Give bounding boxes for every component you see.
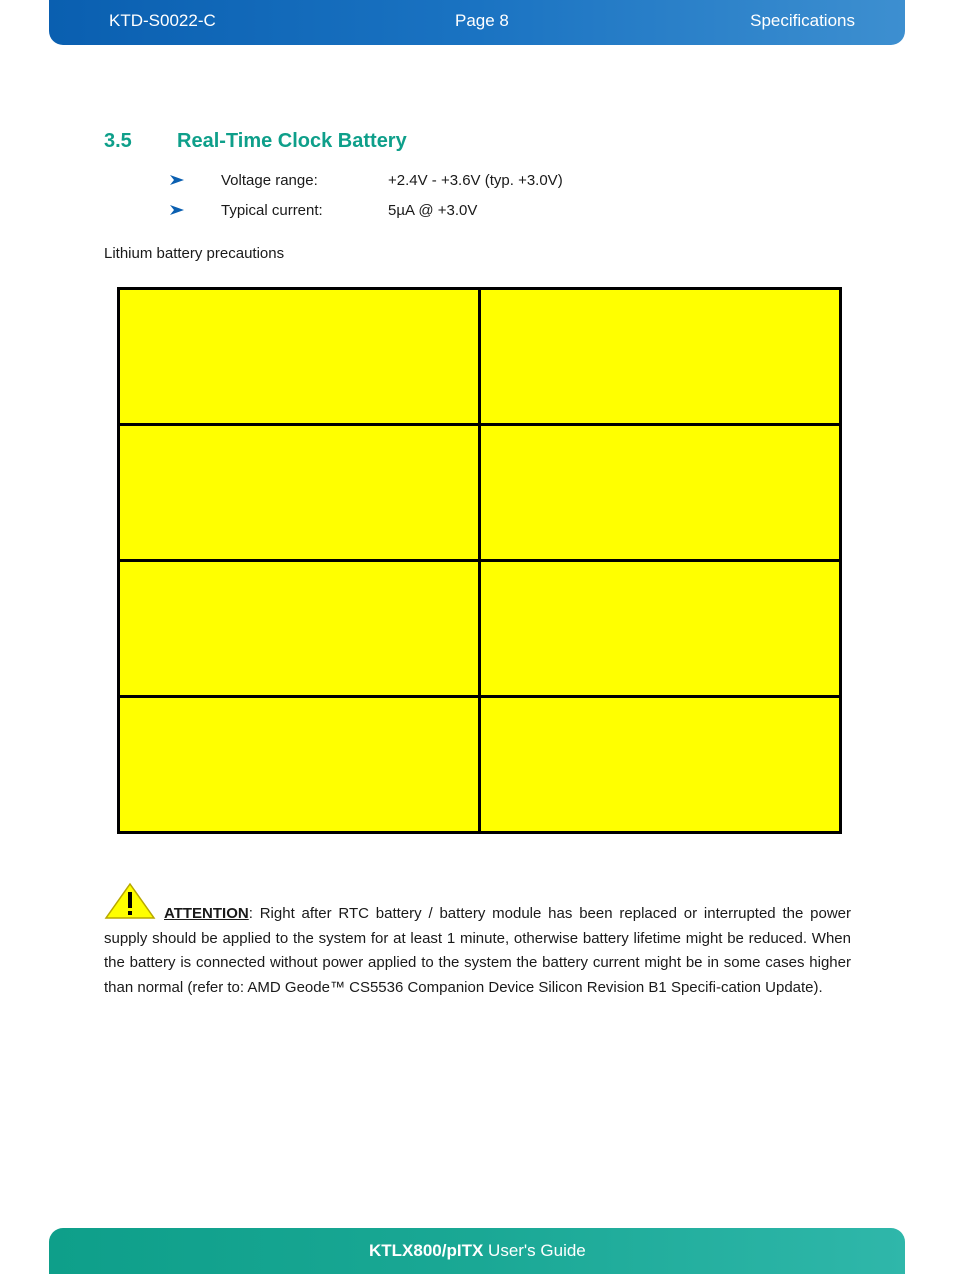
warning-triangle-icon (104, 882, 156, 920)
table-cell (119, 697, 480, 833)
table-row (119, 425, 841, 561)
footer-title (369, 1241, 586, 1261)
attention-keyword: ATTENTION (164, 905, 249, 922)
precautions-intro: Lithium battery precautions (104, 245, 285, 262)
table-cell (480, 697, 841, 833)
product-name: KTLX800/pITX (369, 1241, 484, 1260)
table-cell (119, 289, 480, 425)
attention-note (104, 882, 851, 1000)
page-header (49, 0, 905, 45)
document-id: KTD-S0022-C (109, 11, 216, 30)
section-title: Real-Time Clock Battery (177, 130, 407, 152)
arrow-bullet-icon (170, 174, 186, 188)
spec-label: Voltage range: (221, 172, 318, 189)
table-cell (119, 561, 480, 697)
header-section-name: Specifications (750, 11, 855, 30)
page-number: Page 8 (455, 11, 509, 30)
spec-label: Typical current: (221, 202, 323, 219)
table-cell (480, 425, 841, 561)
table-row (119, 697, 841, 833)
precautions-table (117, 287, 842, 834)
spec-value: +2.4V - +3.6V (typ. +3.0V) (388, 172, 563, 189)
section-heading (104, 130, 407, 153)
table-row (119, 561, 841, 697)
footer-suffix: User's Guide (483, 1241, 586, 1260)
attention-text: : Right after RTC battery / battery module has been replaced or interrupted the power supply should be applied to the system for at least 1 minute, otherwise battery lifetime might be reduced. When the battery is connected without power applied to the system the battery current might be in some cases higher than normal (refer to: AMD Geode™ CS5536 Companion Device Silicon Revision B1 Specifi-cation Update). (104, 905, 851, 996)
table-row (119, 289, 841, 425)
table-cell (480, 289, 841, 425)
section-number: 3.5 (104, 130, 132, 152)
table-cell (119, 425, 480, 561)
page-footer (49, 1228, 905, 1274)
table-cell (480, 561, 841, 697)
arrow-bullet-icon (170, 204, 186, 218)
spec-value: 5µA @ +3.0V (388, 202, 478, 219)
